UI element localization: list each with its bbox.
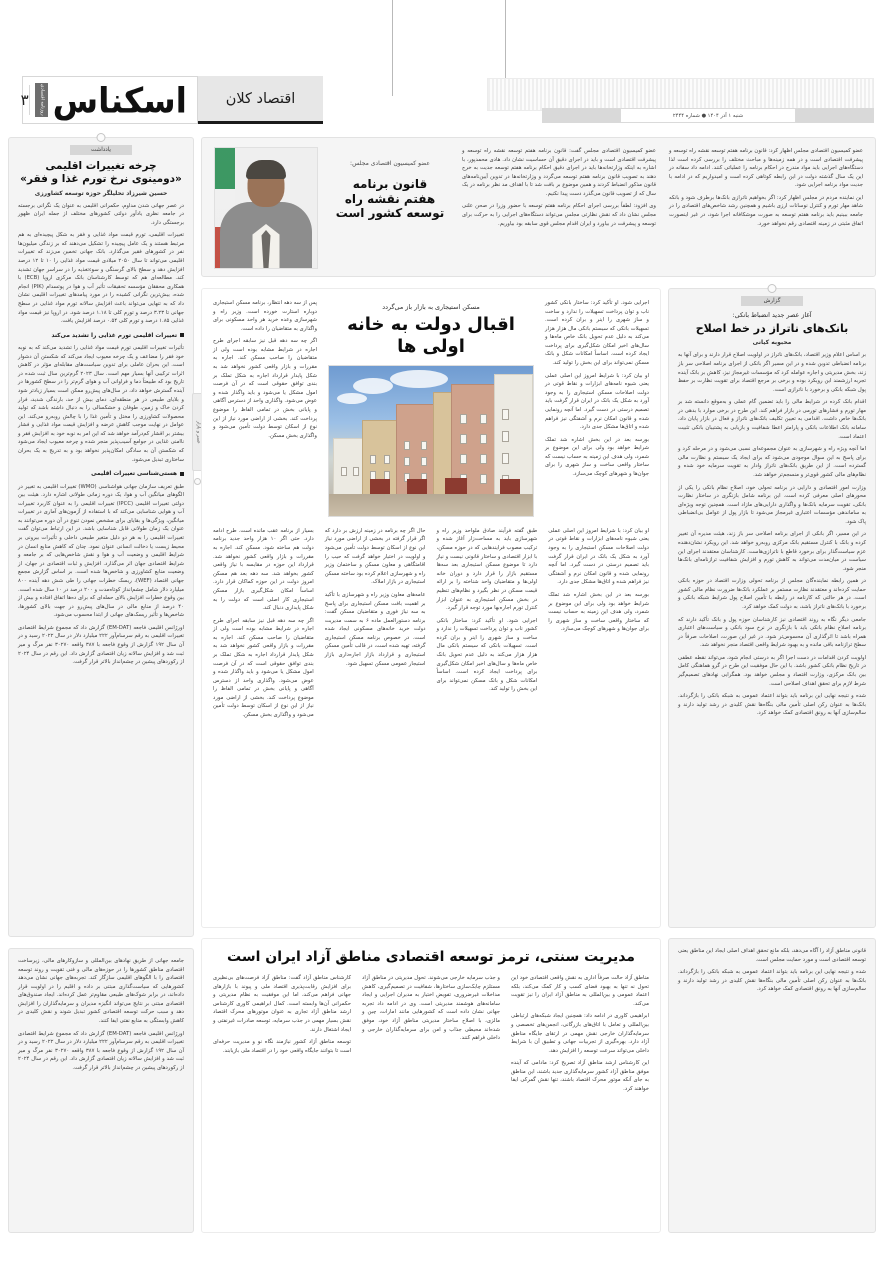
interview-paragraph: عضو کمیسیون اقتصادی مجلس گفت: قانون برنامه هفتم توسعه نقشه راه توسعه و پیشرفت اقتصادی است و باید در اجرای دقیق آن حساسیت نشان داد. هادی محمدپور، با اشاره به اینکه وزارتخانه‌ها باید در اجرای دقیق احکام برنامه هفتم توسعه جدیت به خرج دهند به تصویب قانون برنامه هفتم توسعه می‌گردد و وزارتخانه‌ها در تدوین آیین‌نامه‌های قانون مذکور انضباط کردند و همین موضوع بر بافت شد تا با اهداف مد نظر برنامه در یک سال که از تصویب قانون می‌گذرد دست پیدا نکنیم. <box>462 148 656 197</box>
note-paragraph: اورژانس اقلیمی فاجعه (EM-DAT) گزارش داد که مجموع شرایط اقتصادی تغییرات اقلیمی به رقم سرسام‌آور ۲۲۲ میلیارد دلار در سال ۲۰۲۲ رسید و در آن سال ۱۹۲ گزارش از وقوع فاجعه با ۳۸۷ واقعه ۳۰۲۷۰ نفر مرگ و میر ثبت شد و افزایش سالانه زیان اقتصادی گزارش داد. این رقم در سال ۲۰۲۴ از رکوردهای پیشین در چشم‌انداز بالاتر قرار گرفت. <box>18 1030 185 1071</box>
report-paragraph: شده و نتیجه نهایی این برنامه باید بتواند اعتماد عمومی به شبکه بانکی را بازگرداند. بانک‌ها به عنوان رکن اصلی تأمین مالی بنگاه‌ها نقش کلیدی در رشد تولید دارند و سالم‌سازی آنها به رونق اقتصادی کمک خواهد کرد. <box>678 693 866 717</box>
opinion-note-continued-panel <box>8 948 194 1233</box>
feature-paragraph: او بیان کرد: با شرایط امروز این اصلی عملی یعنی شیوه نامه‌های ابزارات و نقاط قوتی در دولت اصلاحات مسکن استیجاری را به وجود آورد به شکل یک بانک در ایران قرار گرفت باید تصمیم درستی در دست گیرد. اما آنچه رونمایی شده و قانون امکان نرم و آشفتگی نیز فراهم شده و اتاق‌ها مشکل جدی دارد. <box>545 372 649 431</box>
section-title: اقتصاد کلان <box>198 76 323 124</box>
window <box>502 453 509 464</box>
masthead <box>22 76 874 124</box>
interviewee-portrait <box>214 147 318 269</box>
report-paragraph: در این مسیر، اگر بانکی از اجرای برنامه اصلاحی سر باز زند، هیئت مدیره آن تغییر کرده و بانک با کنترل مستقیم بانک مرکزی روبه‌رو خواهد شد. این رویکرد نشان‌دهنده عزم سیاست‌گذار برای برخورد قاطع با ناترازی‌هاست. کارشناسان معتقدند اجرای این سیاست در میان‌مدت می‌تواند به کاهش تورم و افزایش شفافیت ترازنامه‌ای بانک‌ها منجر شود. <box>678 531 866 572</box>
window <box>404 441 410 450</box>
report-paragraph: اولویت کردن اقدامات در دست اجرا اگر به درستی انجام شود، می‌تواند نقطه عطفی در تاریخ نظام بانکی کشور باشد. با این حال موفقیت این طرح در گرو هماهنگی کامل بین بانک مرکزی، وزارت اقتصاد و مجلس خواهد بود. همگرایی نهادهای تصمیم‌گیر شرط لازم برای تحقق اهداف اصلاحی است. <box>678 654 866 687</box>
feature-paragraph: اجرایی شود. او تأکید کرد: ساختار بانکی کشور ناب و توان پرداخت تسهیلات را ندارد و ساخت و ساز شهری را اینر و بران کرده است. تسهیلات بانکی که سیستم بانکی مال هزار هزار می‌کند به دلیل عدم تحویل بانک خاص ماه‌ها و سال‌های اخیر امکان شکل‌گیری برای پرداخت ایجاد کرده است. اساساً امکانات شکل و بانک مسکن نمی‌تواند برای این بخش را تولید کند. <box>436 617 538 693</box>
bottom-paragraph: این کارشناس ارشد مناطق آزاد تصریح کرد: مادامی که آینده موفق مناطق آزاد کشور سرمایه‌گذاری جدید باشند، این مناطق به جای آنکه موتور محرک اقتصاد باشند، تنها نقش گمرکی ایفا خواهند کرد. <box>511 1060 649 1093</box>
date-bar <box>542 108 874 123</box>
interview-body-columns <box>462 147 863 267</box>
note-label: یادداشت <box>70 145 132 155</box>
interview-headline-block <box>329 147 451 267</box>
interview-headline-line2: هفتم نقشه راه <box>344 191 436 206</box>
interview-headline-line3: توسعه کشور است <box>335 206 445 221</box>
window <box>480 414 487 424</box>
window <box>460 414 467 424</box>
note-subhead-1: تغییرات اقلیمی تورم غذایی را تشدید می‌کند <box>18 332 184 341</box>
bottom-feature-panel <box>201 938 661 1233</box>
feature-paragraph: طبق گفته فرآیند صادق ملواحد وزیر راه و شهرسازی باید به مساحت‌زار آغاز شده و ترکیب مصوب فرایندهایی که در حوزه مسکن، با ابزار اقتصادی و ساختار قانونی نیست و نیاز دارد تا موضوع مسکن استیجاری بعد سه‌ها مستقیم بازار را قرار دارد و دوران خانه اولی‌ها و متقاضیان واحد شناخته را بر ارائه قیمت مسکن در نظر بگیرد و نظام‌های تنظیم در بخش مسکن استیجاری به عنوان ابزار کنترل تورم اجاره‌بها مورد توجه قرار گیرد. <box>436 527 538 612</box>
feature-tail-column <box>545 299 649 523</box>
interview-paragraph: عضو کمیسیون اقتصادی مجلس اظهار کرد: قانون برنامه هفتم توسعه نقشه راه توسعه و پیشرفت اقتصادی است و در همه زمینه‌ها و مباحث مختلف را بررسی کرده است لذا دستگاه‌های اجرایی باید مواد مندرج در احکام برنامه را عملیاتی کنند. ادامه داد سفانه در این یک سال گذشته دولت در این رابطه کوتاهی کرده است و امیدواریم که در ادامه با جدیت مواد برنامه اجرایی شود. <box>669 148 863 189</box>
window <box>480 454 487 464</box>
feature-column-1 <box>213 527 314 724</box>
bottom-column-2 <box>362 974 500 1098</box>
bottom-paragraph: مناطق آزاد حالت صرفاً اداری به نقش واقعی اقتصادی خود این تحول نه تنها به بهبود فضای کسب و کار کمک می‌کند، بلکه اعتماد عمومی و بین‌المللی به مناطق آزاد ایران را نیز تقویت می‌کند. <box>511 975 649 1007</box>
note-paragraph: در عصر جهانی شدن مداوم، حکمرانی اقلیمی به عنوان یک نگرانی برجسته در جامعه نظری یادآور دولتی کشورهای مختلف از جمله ایران ظهور برجستگی دارد. <box>18 202 184 226</box>
report-paragraph: اقدام بانک کرده در شرایط مالی را باید تضمین گام عملی و به‌موقع دانسته شد بر مهار تورم و فشارهای تورمی در بازار فراهم کند. این طرح در برخی موارد با بدهی در بانک‌ها خاص داشت. اقدامی به تعیین تکلیف بانک‌های ناتراز و فعال در بازار پایان داد، سامانه بانک اطلاعات بانکی و پارامتر اعطا شفافیت و بازیابی به پشتیبان بانکی تثبیت اعتماد است. <box>678 399 866 440</box>
nameplate-tagline: روزنامه اقتصادی <box>35 83 48 117</box>
feature-column-4 <box>548 527 649 724</box>
bottom-right-paragraph: قانونی مناطق آزاد را آگاه می‌دهد، بلکه مانع تحقق اهداف اصلی ایجاد این مناطق یعنی توسعه اقتصادی است و مورد حمایت مجلس است. <box>678 948 866 963</box>
report-paragraph: وزارت امور اقتصادی و دارایی در برنامه تحولی خود، اصلاح نظام بانکی را یکی از محورهای اصلی معرفی کرده است. این برنامه شامل بازنگری در ساختار نظارت بانکی، تقویت سرمایه بانک‌ها و واگذاری دارایی‌های مازاد است. همچنین توجه ویژه‌ای به ساماندهی مؤسسات اعتباری غیرمجاز می‌شود تا بازار پول از عوامل بی‌انضباطی پاک شود. <box>678 484 866 525</box>
feature-headline-block <box>328 299 534 523</box>
interview-paragraph: این نماینده مردم در مجلس اظهار کرد: اگر بخواهیم ناترازی بانک‌ها برطرف شود و بانکه شاهد مهار تورم و کنترل نوسانات ارزی باشیم و همچنین رشد شاخص‌های اقتصادی را در جامعه ببینیم باید برنامه هفتم توسعه به صورت موشکافانه اجرا شود، در غیر اینصورت اتفاق مثبتی در زمینه اقتصادی رقم نخواهد خورد. <box>669 194 863 227</box>
bottom-paragraph: توسعه مناطق آزاد کشور نیازمند نگاه نو و مدیریت حرفه‌ای است تا بتوانند جایگاه واقعی خود را در اقتصاد ملی بازیابند. <box>213 1039 351 1054</box>
report-paragraph: در همین رابطه نماینده‌گان مجلس از برنامه تحولی وزارت اقتصاد در حوزه بانکی حمایت کرده‌اند و معتقدند نظارت مستمر بر عملکرد بانک‌ها ضرورت نظام مالی کشور است. در هر حالتی که کارنامه در رابطه با تأمین اصلاح پول شرایط شبکه بانکی و برخورد با بانک‌های ناتراز باشد، به دولت کمک خواهد کرد. <box>678 578 866 611</box>
feature-lead-column <box>213 299 317 523</box>
note-footer-column <box>18 957 184 1073</box>
interview-grid <box>214 147 863 267</box>
feature-top-row <box>213 299 649 523</box>
bottom-right-column <box>678 947 866 994</box>
window <box>480 474 487 484</box>
report-paragraph: اما آنچه ویژه راه و شهرسازی به عنوان مجموعه‌ای نسبی می‌شود و در مرحله کرد و برای پاسخ به این سوال موجودی می‌شود که برای ایجاد یک سیستم و نظارت مالی گسترده است. از این طریق بانک‌های ناتراز وادار به تقویت سرمایه خود شده و نظام‌های مالی کشور قوی‌تر و منسجم‌تر خواهد شد. <box>678 446 866 478</box>
feature-column-3 <box>437 527 538 724</box>
portrait-hair <box>246 160 286 179</box>
report-label: گزارش <box>741 296 803 306</box>
date-bar-block-left <box>796 108 874 123</box>
side-tab-label: عصر و بازار <box>192 393 204 471</box>
feature-paragraph: عامه‌های معاون وزیر راه و شهرسازی با تأکید بر اهمیت بافت مسکن استیجاری برای پاسخ به سه نیاز فوری و متقاضیان مسکن گفت: برنامه دستورالعمل ماده ۶ به سمت مدیریت دولت خرید خانه‌های مسکونی ایجاد شده است. در خصوص برنامه مسکن استیجاری گرفته، تهیه شده است، در قالب تأمین مسکن استیجاری و قرارداد بازار اجاره‌داری بازار استیجار عمومی مسکن تسهیل شود. <box>324 591 426 667</box>
page-number: ۳ <box>21 85 30 115</box>
note-subhead-2: هستی‌شناسی تغییرات اقلیمی <box>18 470 184 479</box>
note-byline: حسین شیرزاد تحلیلگر حوزه توسعه کشاورزی <box>34 189 168 197</box>
note-headline-line1: چرخه تغییرات اقلیمی <box>45 160 157 172</box>
feature-column-2 <box>325 527 426 724</box>
interview-paragraph: وی افزود: لطفاً بررسی اجرای احکام برنامه هفتم توسعه با حضور وزرا در صحن علنی مجلس نشان داد که نقش نظارتی مجلس می‌تواند دستگاه‌های اجرایی را به حرکت برای توسعه و پیشرفت در بیاورد و ایران اقدام مجلس قوی سابقه بود بیاوریم. <box>462 203 656 227</box>
window <box>460 434 467 444</box>
window <box>502 431 509 442</box>
interview-column-2 <box>669 147 863 267</box>
bottom-paragraph: کارشناس مناطق آزاد گفت: مناطق آزاد فرصت‌های بی‌نظیری برای افزایش رقابت‌پذیری اقتصاد ملی و پیوند با بازارهای جهانی فراهم می‌کند، اما این موفقیت به نظام مدیریتی و حکمرانی آن‌ها وابسته است. کمال ابراهیمی کاوری کارشناس ارشد مناطق آزاد تجاری به عنوان موتورهای محرک اقتصاد نقش بسیار مهمی در جذب سرمایه، توسعه صادرات غیرنفتی و ایجاد اشتغال دارند. <box>213 975 351 1033</box>
date-line: شنبه ۱ آذر ۱۴۰۴ ● شماره ۲۴۴۴ <box>620 108 796 123</box>
interview-kicker: عضو کمیسیون اقتصادی مجلس: <box>350 160 430 167</box>
report-paragraph: جامعی دیگر نگاه به روند اقتصادی نیز کارشناسان حوزه پول و بانک تأکید دارند که برنامه اصلاح نظام بانکی باید با بازنگری در نرخ سود بانکی و سیاست‌های اعتباری همراه باشد تا اثرگذاری آن محسوس‌تر شود. در غیر این صورت، اصلاحات صرفاً در سطح ترازنامه باقی مانده و به بهبود شرایط واقعی اقتصاد منجر نخواهد شد. <box>678 616 866 649</box>
feature-headline: اقبال دولت به خانه اولی ها <box>347 314 515 357</box>
lead-feature-panel <box>201 288 661 928</box>
feature-body-columns <box>213 527 649 724</box>
note-body-column <box>18 202 184 667</box>
window <box>370 455 376 464</box>
window <box>404 457 410 466</box>
note-paragraph: تغییرات اقلیمی، تورم قیمت مواد غذایی و فقر به شکل پیچیده‌ای به هم مرتبط هستند و یک عامل پیچیده را تشکیل می‌دهند که بر زندگی میلیون‌ها نفر در کشورهای فقیر می‌گذارد. بانک جهانی تخمین می‌زند که تغییرات اقلیمی می‌تواند تا سال ۲۰۵۰ میلادی قیمت مواد غذایی را ۱۰ تا ۱۲ درصد افزایش دهد و سطح بالای گرسنگی و سوءتغذیه را در سراسر جهان تشدید کند. مطالعه‌ای هم که توسط کارشناسان بانک مرکزی اروپا (ECB) با همکاری محققان مؤسسه تحقیقات تأثیر آب و هوا در پوتسدام (PIK) انجام شده، بیش‌ترین نگرانی کشیده را در مورد پیامدهای تغییرات اقلیمی نشان داد که به تنهایی می‌تواند باعث افزایش سالانه تورم مواد غذایی در سطح جهانی تا ۳.۲۳ درصد و تورم کلی تا ۱.۱۸ درصد شود. در اروپا نیز قیمت مواد غذایی ۱.۸۵ درصد و تورم کلی ۰.۵۴ درصد افزایش یافت. <box>18 232 185 325</box>
report-paragraph: بر اساس اعلام وزیر اقتصاد، بانک‌های ناتراز در اولویت اصلاح قرار دارند و برای آنها به برنامه انضباطی تدوین شده و در این مسیر اگر بانکی از اجرای برنامه اصلاحی سر باز زند، بخش مدیریتی و اجاره عوامله کرد که مؤسسات غیرمجاز نیز، کاهش بر بانک آینده تجربه ارزشمند این رویکرد بوده و برخی بر مرجع اقتصاد برای تقویت نظارت بر حفظ پول شبکه بانکی و برخورد با ناترازی است. <box>678 352 866 393</box>
bottom-right-paragraph: شده و نتیجه نهایی این برنامه باید بتواند اعتماد عمومی به شبکه بانکی را بازگرداند. بانک‌ها به عنوان رکن اصلی تأمین مالی بنگاه‌ها نقش کلیدی در رشد تولید دارند و سالم‌سازی آنها به رونق اقتصادی کمک خواهد کرد. <box>678 969 866 993</box>
date-bar-block-right <box>542 108 620 123</box>
feature-paragraph: پس از سه دهه انتظار، برنامه مسکن استیجاری دوباره استارت خورده است. وزیر راه و شهرسازی وعده خرید هر واحد مسکونی برای واگذاری به متقاضیان را داده است. <box>213 300 317 332</box>
panel-pin-icon <box>768 284 777 293</box>
bottom-feature-headline: مدیریت سنتی، ترمز توسعه اقتصادی مناطق آزاد ایران است <box>227 949 635 965</box>
feature-paragraph: بورسه بعد در این بخش اشاره شد تملک شرایط خواهد بود ولی برای این موضوع بر شمرد، ولی هدف این زمینه به حساب نیست که ساختار واقعی ساخت و ساز شهری را برای جوان‌ها و شهرهای کوچک می‌سازد. <box>548 591 649 633</box>
feature-paragraph: اجرایی شود. او تأکید کرد: ساختار بانکی کشور ناب و توان پرداخت تسهیلات را ندارد و ساخت و ساز شهری را اینر و بران کرده است. تسهیلات بانکی که سیستم بانکی مال هزار هزار می‌کند به دلیل عدم تحویل بانک خاص ماه‌ها و سال‌های اخیر امکان شکل‌گیری برای پرداخت ایجاد کرده است. اساساً امکانات شکل و بانک مسکن نمی‌تواند برای این بخش را تولید کند. <box>545 300 649 367</box>
note-paragraph: جامعه جهانی از طریق نهادهای بین‌المللی و سازوکارهای مالی، زیرساخت اقتصادی مناطق کشورها را در حوزه‌های مالی و فنی تقویت و روند توسعه اقتصادی را با الگوهای اقلیمی سازگار کند. تجربه‌های جهانی نشان می‌دهد کشورهایی که سیاست‌گذاری مبتنی بر داده و اقلیم را در اولویت قرار داده‌اند، در برابر شوک‌های طبیعی مقاوم‌تر عمل کرده‌اند. ایجاد صندوق‌های اقتصادی مبتنی بر نتایج می‌تواند انگیزه مدیران و سرمایه‌گذاران را افزایش دهد و سبب حرکت توسعه اقتصادی کشور تبدیل شوند و نقش کلیدی در کاهش وابستگی به منابع نفتی ایفا کنند. <box>18 958 184 1025</box>
report-panel <box>668 288 876 928</box>
feature-paragraph: او بیان کرد: با شرایط امروز این اصلی عملی یعنی شیوه نامه‌های ابزارات و نقاط قوتی در دولت اصلاحات مسکن استیجاری را به وجود آورد به شکل یک بانک در ایران قرار گرفت باید تصمیم درستی در دست گیرد. اما آنچه رونمایی شده و قانون امکان نرم و آشفتگی نیز فراهم شده و اتاق‌ها مشکل جدی دارد. <box>548 527 649 586</box>
window <box>421 457 427 466</box>
feature-paragraph: بسیار از برنامه عقب مانده است. طرح ادامه دارد. حتی اگر ۱۰ هزار واحد جدید برنامه دولت هم ساخته شود. مسکن کند. اجاره به مقررات و بازار واقعی کشور نخواهد شد. قرارداد این حوزه در مقایسه با نیاز واقعی کشور بخواهد شد. سه دهه بعد هم مسکن امروز دولت در این حوزه کماکان قرار دارد. اساساً امکان شکل‌گیری بازار مسکن استیجاری کار اصلی است که دولت را به شکل پایداری دنبال کند. <box>213 527 314 612</box>
report-headline: بانک‌های ناتراز در خط اصلاح <box>695 322 849 335</box>
cloud-shape <box>353 378 393 394</box>
feature-kicker: مسکن استیجاری به بازار باز می‌گردد <box>382 303 480 311</box>
bottom-right-panel <box>668 938 876 1233</box>
bottom-column-1 <box>213 974 351 1098</box>
report-kicker: آغاز عصر جدید انضباط بانکی: <box>732 311 812 319</box>
masthead-spacer <box>385 76 542 124</box>
window <box>341 467 347 476</box>
feature-paragraph: بورسه بعد در این بخش اشاره شد تملک شرایط خواهد بود ولی برای این موضوع بر شمرد، ولی هدف این زمینه به حساب نیست که ساختار واقعی ساخت و ساز شهری را برای جوان‌ها و شهرهای کوچک می‌سازد. <box>545 436 649 477</box>
window <box>384 455 390 464</box>
note-paragraph: طبق تعریف سازمان جهانی هواشناسی (WMO) تغییرات اقلیمی به تغییر در الگوهای میانگین آب و هوا، یک دوره زمانی طولانی اشاره دارد. هیئت بین دولتی تغییرات اقلیمی (IPCC) تغییرات اقلیمی را به عنوان کاربرد تغییرات آب و هوایی شناسایی می‌کند که با استفاده از آزمون‌های آماری در تغییرات میانگین، ویژگی‌ها و بقایای برای مشخص نمودن تنوع در آن دوره می‌توانند به عنوان یک زمان طولانی قابل شناسایی باشد. در این ارتباط می‌توان گفت تغییرات اقلیمی را به هر دو دلیل متغیر طبیعی داخلی و تأثیرات بیرونی بر محیط زیست یا دخالت انسانی عنوان نمود. چنان که کاهش منابع انسان در شرایط اقلیمی و وضعیت آب و هوا و نقش شاخص‌هایی که بر جامعه و شرایط اقتصادی جهان اثر می‌گذارد. افزایش و ثبات اقتصادی در جهان، از وضعیت منابع کشاورزی و شاخص‌ها شده است. بر اساس گزارش مجمع جهانی اقتصاد (WEF)، ریسک خطرات جهانی را طی شش دهه آینده ۸۰۰ میلیارد دلار شامل چشم‌انداز کوتاه‌مدت و ۲۰۰ درصد در ۱۰ سال شده است. بین وقوع خطرات افزایش بالای حمله‌ای که برای ده‌ها اتفاق افتاده و بیش از ۴۰ درصد از منابع مالی در سال‌های پیش‌رو در جهت بالای کشورها، شاخص‌ها و تأثیر ریسک‌های جهانی از ابتدا محسوب می‌شود. <box>18 483 185 619</box>
window <box>460 454 467 464</box>
window <box>502 409 509 420</box>
interview-headline-line1: قانون برنامه <box>352 177 428 191</box>
window <box>353 467 359 476</box>
report-byline: محبوبه کیانی <box>752 339 792 347</box>
feature-paragraph: اگر چه سه دهه قبل نیز سابقه اجرای طرح اجاره در شرایط مشابه بوده است ولی از متقاضیان را صاحب مسکن کند. اجاره به مقررات و بازار واقعی کشور نخواهد شد به شکل پایدار قرارداد اجاره به شکل تملک بر بندی توافق حقوقی است که در آن فرصت امول مشکل یا می‌شود و باید واگذار شده و عوض می‌شود. واگذاری واحد از دسترس آگاهی و پایانی بخش در تمامی الفاظ را موضوع پرداخت کند. بخشی از اراضی مورد نیاز از این نوع از اسکان توسط دولت تأمین می‌شود و واگذاری بخش مسکن. <box>213 338 317 439</box>
construction-ground <box>329 494 533 516</box>
side-tab-dot-icon <box>194 478 201 485</box>
note-paragraph: تأثیرات تغییرات اقلیمی تورم قیمت مواد غذایی را تشدید می‌کند که به نوبه خود فقر را مضاعف و یک چرخه معیوب ایجاد می‌کند که شکستن آن دشوار است. این بحران عاملی برای تدوین سیاست‌های مقابله‌ای مؤثر در کاهش اثرات ترکیبی آنها بسیار مهم است. سال ۲۰۲۳ گرم‌ترین سال ثبت شده در تاریخ بود که طبیعتاً دما و فراوانی آب و هوای گرم‌تر را در سطح کشورها در آینده گسترش خواهد داد، در سال‌های پیش‌رو ممکن است بسیار زیاد‌تر شود و بلایای طبیعی در هر منطقه‌ای، دمای بیش از حد، بارندگی شدید، فرار کردن خاک و زمین، طوفان و خشکسالی را به دنبال داشته باشد که تولید محصولات کشاورزی را مختل و تأمین غذا را با چالش روبه‌رو می‌کند. این عوامل در نهایت موجب کاهش عرضه و افزایش قیمت مواد غذایی و فشار بیشتر بر اقشار کم‌درآمد خواهد شد که این امر به نوبه خود به افزایش فقر و ناامنی غذایی در جوامع آسیب‌پذیر منجر شده و چرخه معیوب ایجاد می‌شود که شکستن آن به سادگی امکان‌پذیر نخواهد بود و به تدریج به یک بحران ساختاری تبدیل می‌شود. <box>18 345 184 463</box>
bottom-column-3 <box>511 974 649 1098</box>
note-headline-line2: «دومینوی نرخ تورم غذا و فقر» <box>20 172 182 185</box>
nameplate <box>22 76 198 124</box>
interview-column-1 <box>462 147 656 267</box>
panel-pin-icon <box>97 133 106 142</box>
bottom-paragraph: و جذب سرمایه خارجی می‌شوند. تحول مدیریتی در مناطق آزاد مستلزم چابک‌سازی ساختارها، شفافیت در تصمیم‌گیری، کاهش مداخلات غیرضروری، تفویض اختیار به مدیران اجرایی و ایجاد سامانه‌های هوشمند مدیریتی است. وی در ادامه داد تجربه جهانی نشان داده است که کشورهایی مانند امارات، چین و مالزی، با اصلاح ساختار مدیریتی مناطق آزاد خود، موفق شده‌اند محیطی جذاب و امن برای سرمایه‌گذاران خارجی و داخلی فراهم کنند. <box>362 975 500 1042</box>
feature-paragraph: حال اگر چه برنامه در زمینه ارزش بر دارد که اگر قرار گرفته در بخشی از اراضی مورد نیاز این نوع از اسکان توسط دولت تأمین می‌شود و اولویت در اختیار خواهد گرفت که حیب را اقامتگاهی و معاون مسکن و ساختمان وزیر راه و شهرسازی اعلام کرده بود ساخته مسکن استیجاری در بازار املاک. <box>324 527 426 586</box>
opinion-note-panel <box>8 137 194 937</box>
publication-logo: اسکناس <box>52 79 187 121</box>
cloud-shape <box>337 393 367 404</box>
cloud-shape <box>390 370 448 388</box>
window <box>480 434 487 444</box>
report-body-column <box>678 351 866 718</box>
bottom-paragraph: ابراهیمی کاوری در ادامه داد: همچنین ایجاد شبکه‌های ارتباطی بین‌المللی و تعامل با اتاق‌های بازرگانی، انجمن‌های تخصصی و سرمایه‌گذاران خارجی نقش مهمی در ارتقای جایگاه مناطق آزاد دارد. بهره‌گیری از تجربیات جهانی و تطبیق آن با شرایط داخلی می‌تواند سرعت توسعه را افزایش دهد. <box>511 1013 649 1054</box>
housing-photo <box>328 365 534 517</box>
note-paragraph: اورژانس اقلیمی فاجعه (EM-DAT) گزارش داد که مجموع شرایط اقتصادی تغییرات اقلیمی به رقم سرسام‌آور ۲۲۲ میلیارد دلار در سال ۲۰۲۲ رسید و در آن سال ۱۹۲ گزارش از وقوع فاجعه با ۳۸۷ واقعه ۳۰۲۷۰ نفر مرگ و میر ثبت شد و افزایش سالانه زیان اقتصادی گزارش داد. این رقم در سال ۲۰۲۴ از رکوردهای پیشین در چشم‌انداز بالاتر قرار گرفت. <box>18 624 185 666</box>
building-block <box>494 374 533 496</box>
feature-paragraph: اگر چه سه دهه قبل نیز سابقه اجرای طرح اجاره در شرایط مشابه بوده است ولی از متقاضیان را صاحب مسکن کند. اجاره به مقررات و بازار واقعی کشور نخواهد شد به شکل پایدار قرارداد اجاره به شکل تملک بر بندی توافق حقوقی است که در آن فرصت امول مشکل یا می‌شود و باید واگذار شده و عوض می‌شود. واگذاری واحد از دسترس آگاهی و پایانی بخش در تمامی الفاظ را موضوع پرداخت کند. بخشی از اراضی مورد نیاز از این نوع از اسکان توسط دولت تأمین می‌شود و واگذاری بخش مسکن. <box>213 617 314 719</box>
portrait-wrapper <box>214 147 318 267</box>
window <box>421 441 427 450</box>
bottom-feature-columns <box>213 974 649 1098</box>
